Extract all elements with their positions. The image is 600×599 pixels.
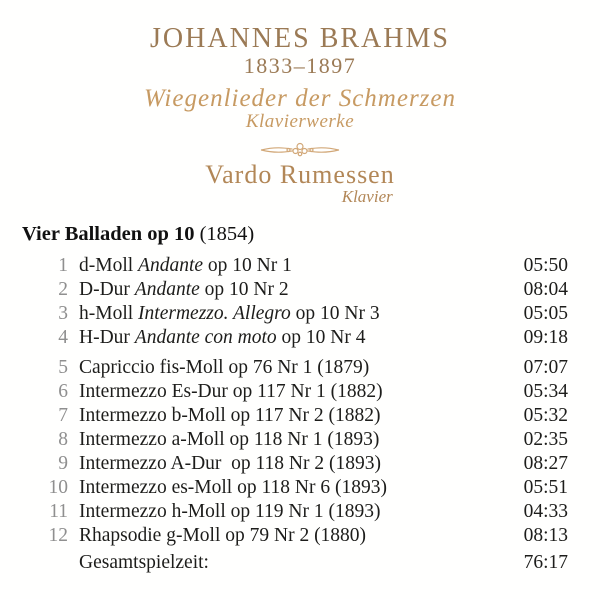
track-row [22,524,568,548]
track-row [22,476,568,500]
track-title: H-Dur Andante con moto op 10 Nr 4 [79,326,366,348]
track-title: Intermezzo h-Moll op 119 Nr 1 (1893) [79,500,381,522]
track-row [22,404,568,428]
track-number: 2 [58,278,68,300]
track-row [22,428,568,452]
track-time: 05:32 [523,404,568,426]
track-row [22,500,568,524]
track-row [22,302,568,326]
track-row [22,380,568,404]
track-time: 08:13 [523,524,568,546]
track-group [22,356,568,548]
track-number: 5 [58,356,68,378]
track-number: 9 [58,452,68,474]
track-list [0,221,600,575]
track-time: 05:51 [523,476,568,498]
track-group [22,254,568,350]
track-title: d-Moll Andante op 10 Nr 1 [79,254,292,276]
work-heading-title: Vier Balladen op 10 [22,222,195,245]
filigree-divider-icon [0,142,600,158]
track-title: Intermezzo a-Moll op 118 Nr 1 (1893) [79,428,380,450]
track-number: 1 [58,254,68,276]
track-time: 08:27 [523,452,568,474]
album-subtitle: Klavierwerke [245,111,355,133]
track-number: 11 [49,500,68,522]
track-time: 09:18 [523,326,568,348]
track-row [22,326,568,350]
performer-block [205,161,394,205]
track-time: 04:33 [523,500,568,522]
total-time: 76:17 [523,551,568,573]
track-number: 4 [58,326,68,348]
album-title: Wiegenlieder der Schmerzen [143,85,457,113]
track-number: 6 [58,380,68,402]
track-title: Intermezzo b-Moll op 117 Nr 2 (1882) [79,404,381,426]
track-row [22,356,568,380]
track-title: h-Moll Intermezzo. Allegro op 10 Nr 3 [79,302,380,324]
track-title: Intermezzo Es-Dur op 117 Nr 1 (1882) [79,380,383,402]
performer-instrument: Klavier [341,186,393,206]
track-number: 10 [48,476,68,498]
track-time: 05:34 [523,380,568,402]
composer-name: JOHANNES BRAHMS [150,23,450,54]
performer-name: Vardo Rumessen [205,160,395,190]
track-number: 12 [48,524,68,546]
track-number: 3 [58,302,68,324]
track-time: 02:35 [523,428,568,450]
track-groups [22,254,568,548]
track-time: 05:05 [523,302,568,324]
album-header [0,0,600,207]
composer-years: 1833–1897 [243,53,357,79]
work-heading-year: (1854) [199,222,255,245]
total-label: Gesamtspielzeit: [79,551,209,573]
track-title: Intermezzo es-Moll op 118 Nr 6 (1893) [79,476,387,498]
track-title: D-Dur Andante op 10 Nr 2 [79,278,289,300]
work-heading [22,221,568,247]
track-time: 05:50 [523,254,568,276]
total-row [22,551,568,575]
track-title: Capriccio fis-Moll op 76 Nr 1 (1879) [79,356,370,378]
track-row [22,254,568,278]
track-time: 07:07 [523,356,568,378]
track-time: 08:04 [523,278,568,300]
track-row [22,278,568,302]
track-number: 8 [58,428,68,450]
track-title: Rhapsodie g-Moll op 79 Nr 2 (1880) [79,524,367,546]
track-title: Intermezzo A-Dur op 118 Nr 2 (1893) [79,452,381,474]
track-row [22,452,568,476]
track-number: 7 [58,404,68,426]
